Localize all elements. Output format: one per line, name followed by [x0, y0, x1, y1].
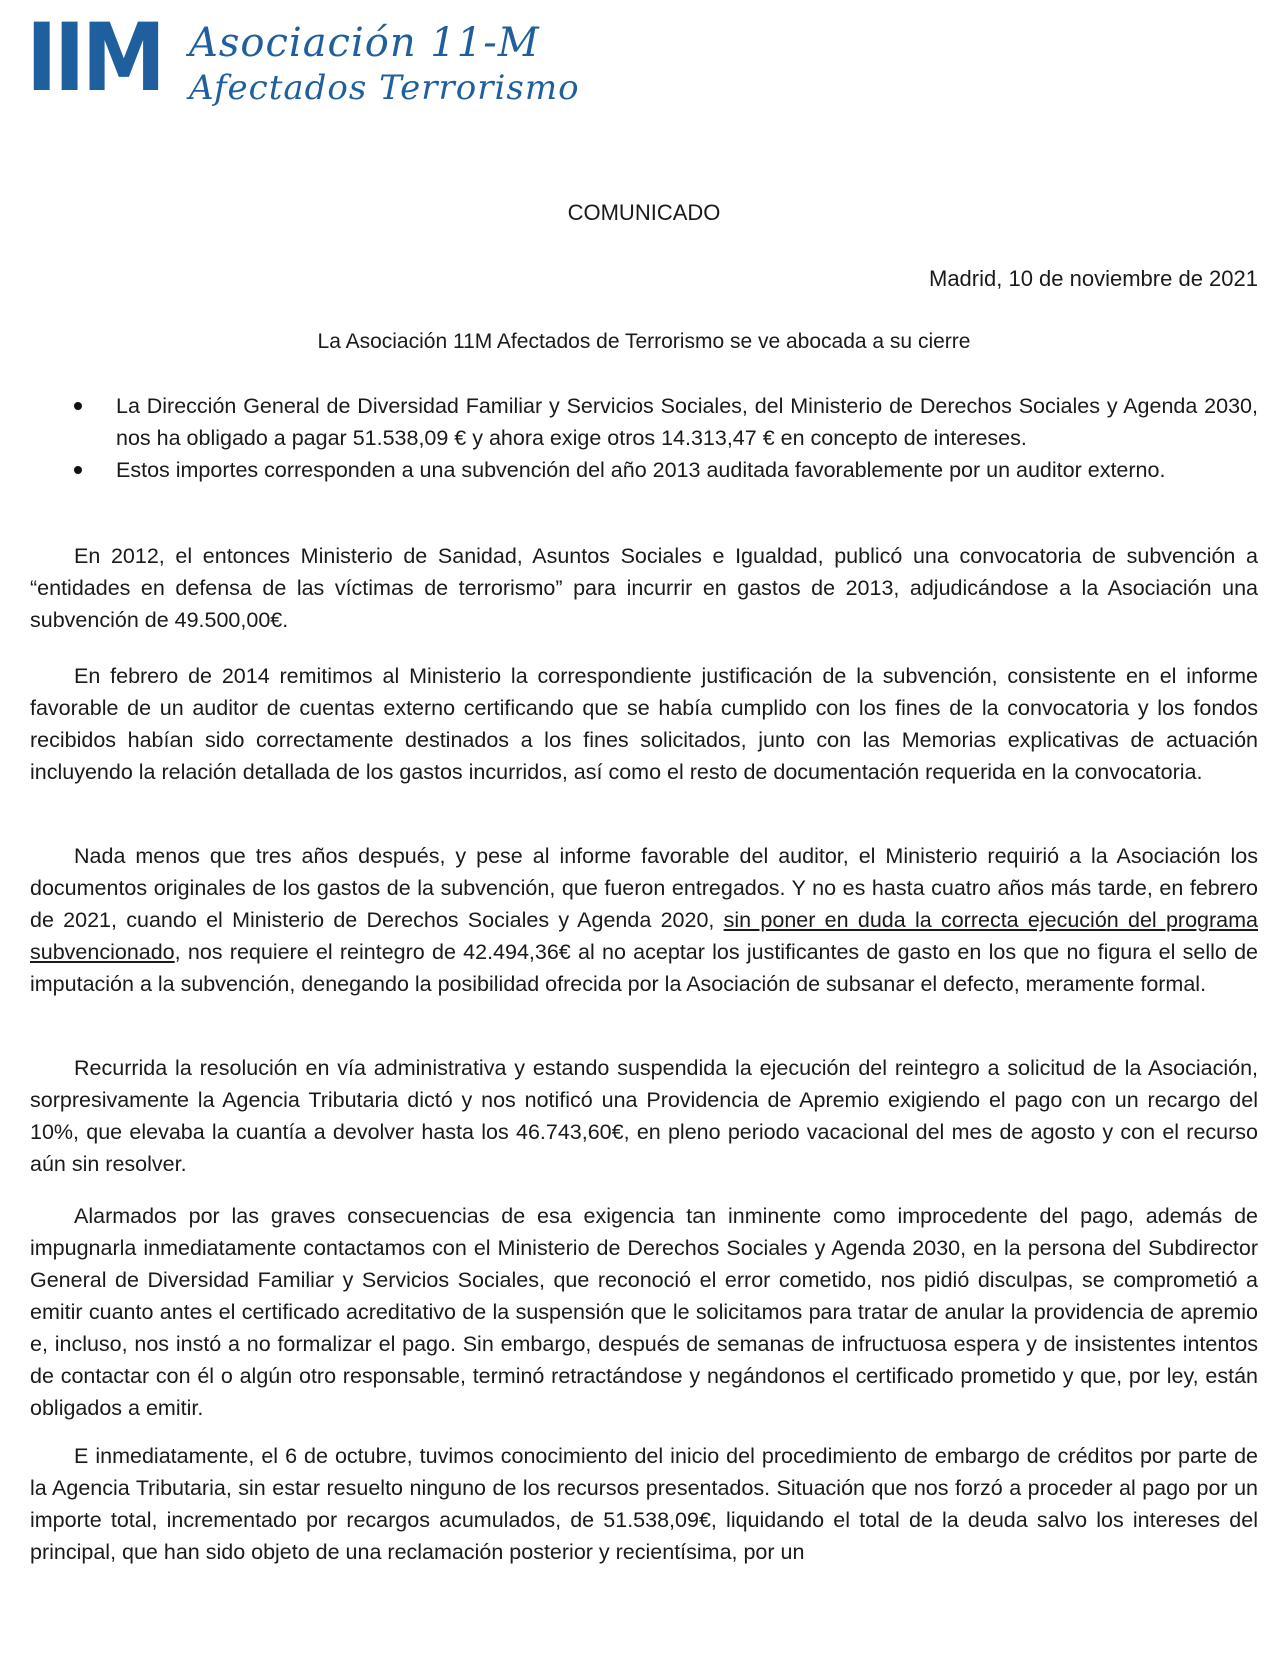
- logo-tagline: Afectados Terrorismo: [189, 68, 580, 108]
- paragraph-3-end: , nos requiere el reintegro de 42.494,36€ al no aceptar los justificantes de gasto en los que no figura el sello de imputación a la subvención, denegando la posibilidad ofrecida por la Asociación de subsanar el defecto, meramente formal.: [30, 940, 1258, 996]
- logo-name: Asociación 11-M: [189, 20, 540, 66]
- bullet-text: Estos importes corresponden a una subvención del año 2013 auditada favorablemente por un auditor externo.: [116, 458, 1166, 482]
- bullet-item: [30, 390, 1258, 454]
- paragraph-4: Recurrida la resolución en vía administrativa y estando suspendida la ejecución del reintegro a solicitud de la Asociación, sorpresivamente la Agencia Tributaria dictó y nos notificó una Providencia de Apremio exigiendo el pago con un recargo del 10%, que elevaba la cuantía a devolver hasta los 46.743,60€, en pleno periodo vacacional del mes de agosto y con el recurso aún sin resolver.: [30, 1056, 1258, 1176]
- paragraph-3-start: Nada menos que tres años después, y pese al informe favorable del auditor, el Ministerio requirió a la Asociación los documentos originales de los gastos de la subvención, que fueron entregados. Y no es hasta cuatro años más tarde, en febrero de 2021, cuando el Ministerio de Derechos Sociales y Agenda 2020,: [30, 844, 1258, 932]
- document-title: La Asociación 11M Afectados de Terrorismo se ve abocada a su cierre: [317, 330, 971, 353]
- logo-mark: IIM: [26, 4, 163, 113]
- bullet-text: La Dirección General de Diversidad Familiar y Servicios Sociales, del Ministerio de Derechos Sociales y Agenda 2030, nos ha obligado a pagar 51.538,09 € y ahora exige otros 14.313,47 € en concepto de intereses.: [116, 394, 1258, 450]
- association-logo: [26, 4, 586, 113]
- document-heading: COMUNICADO: [567, 200, 721, 225]
- paragraph-1: En 2012, el entonces Ministerio de Sanidad, Asuntos Sociales e Igualdad, publicó una convocatoria de subvención a “entidades en defensa de las víctimas de terrorismo” para incurrir en gastos de 2013, adjudicándose a la Asociación una subvención de 49.500,00€.: [30, 544, 1258, 632]
- paragraph-6: E inmediatamente, el 6 de octubre, tuvimos conocimiento del inicio del procedimiento de embargo de créditos por parte de la Agencia Tributaria, sin estar resuelto ninguno de los recursos presentados. Situación que nos forzó a proceder al pago por un importe total, incrementado por recargos acumulados, de 51.538,09€, liquidando el total de la deuda salvo los intereses del principal, que han sido objeto de una reclamación posterior y recientísima, por un: [30, 1444, 1258, 1564]
- bullet-icon: [74, 466, 82, 474]
- paragraph-3-underlined: sin poner en duda la correcta ejecución del programa subvencionado: [30, 908, 1258, 964]
- document-date: Madrid, 10 de noviembre de 2021: [929, 266, 1258, 291]
- paragraph-2: En febrero de 2014 remitimos al Ministerio la correspondiente justificación de la subvención, consistente en el informe favorable de un auditor de cuentas externo certificando que se había cumplido con los fines de la convocatoria y los fondos recibidos habían sido correctamente destinados a los fines solicitados, junto con las Memorias explicativas de actuación incluyendo la relación detallada de los gastos incurridos, así como el resto de documentación requerida en la convocatoria.: [30, 664, 1258, 784]
- summary-bullets: [30, 390, 1258, 486]
- bullet-item: [30, 454, 1258, 486]
- paragraph-3: [30, 840, 1258, 1000]
- bullet-icon: [74, 402, 82, 410]
- paragraph-5: Alarmados por las graves consecuencias de esa exigencia tan inminente como improcedente del pago, además de impugnarla inmediatamente contactamos con el Ministerio de Derechos Sociales y Agenda 2030, en la persona del Subdirector General de Diversidad Familiar y Servicios Sociales, que reconoció el error cometido, nos pidió disculpas, se comprometió a emitir cuanto antes el certificado acreditativo de la suspensión que le solicitamos para tratar de anular la providencia de apremio e, incluso, nos instó a no formalizar el pago. Sin embargo, después de semanas de infructuosa espera y de insistentes intentos de contactar con él o algún otro responsable, terminó retractándose y negándonos el certificado prometido y que, por ley, están obligados a emitir.: [30, 1204, 1258, 1420]
